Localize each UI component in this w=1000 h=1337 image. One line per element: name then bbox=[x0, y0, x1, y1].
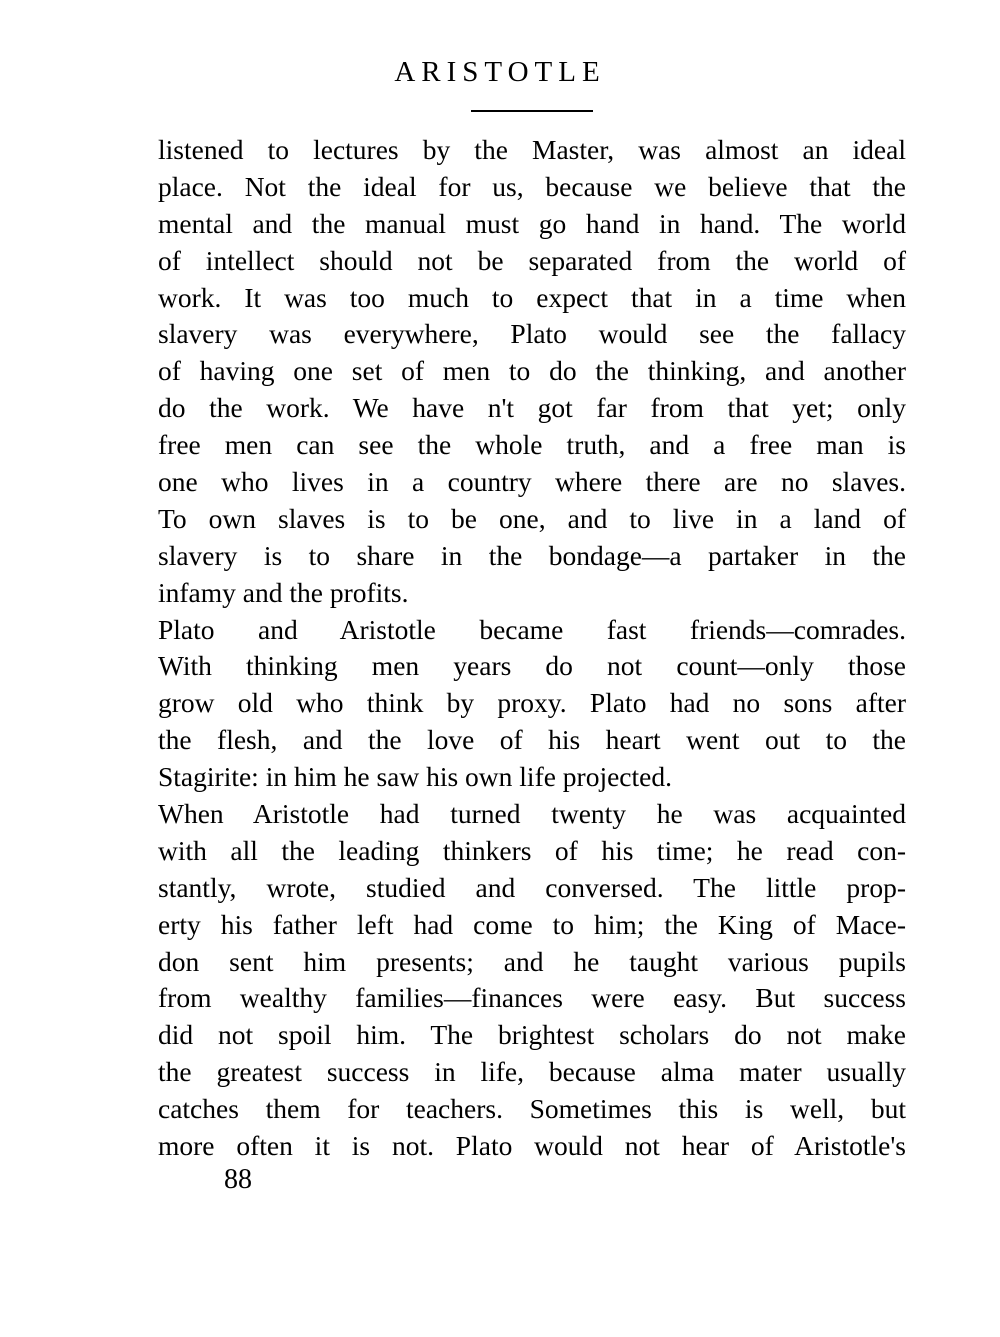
text-line: catches them for teachers. Sometimes this is well, but bbox=[158, 1093, 906, 1125]
text-line: with all the leading thinkers of his time; he read con- bbox=[158, 834, 906, 866]
body-text bbox=[158, 132, 906, 1165]
text-line: work. It was too much to expect that in a time when bbox=[158, 281, 906, 313]
text-line: Plato and Aristotle became fast friends—comrades. bbox=[158, 613, 906, 645]
text-line: erty his father left had come to him; the King of Mace- bbox=[158, 908, 906, 940]
text-line: stantly, wrote, studied and conversed. The little prop- bbox=[158, 871, 906, 903]
text-line: grow old who think by proxy. Plato had no sons after bbox=[158, 687, 906, 719]
text-line: do the work. We have n't got far from that yet; only bbox=[158, 392, 906, 424]
text-line: one who lives in a country where there are no slaves. bbox=[158, 466, 906, 498]
running-head: ARISTOTLE bbox=[394, 56, 606, 88]
text-line: of having one set of men to do the thinking, and another bbox=[158, 355, 906, 387]
text-line: When Aristotle had turned twenty he was acquainted bbox=[158, 798, 906, 830]
text-line: free men can see the whole truth, and a free man is bbox=[158, 429, 906, 461]
text-line: mental and the manual must go hand in hand. The world bbox=[158, 207, 906, 239]
text-line: With thinking men years do not count—only those bbox=[158, 650, 906, 682]
text-line: more often it is not. Plato would not hear of Aristotle's bbox=[158, 1130, 906, 1162]
text-line: infamy and the profits. bbox=[158, 576, 409, 608]
page-number: 88 bbox=[224, 1164, 252, 1195]
text-line: from wealthy families—finances were easy. But success bbox=[158, 982, 906, 1014]
text-line: slavery was everywhere, Plato would see the fallacy bbox=[158, 318, 906, 350]
text-line: place. Not the ideal for us, because we believe that the bbox=[158, 170, 906, 202]
text-line: of intellect should not be separated from the world of bbox=[158, 244, 906, 276]
text-line: did not spoil him. The brightest scholars do not make bbox=[158, 1019, 906, 1051]
text-line: To own slaves is to be one, and to live in a land of bbox=[158, 502, 906, 534]
header-rule bbox=[471, 110, 593, 112]
text-line: the flesh, and the love of his heart went out to the bbox=[158, 724, 906, 756]
text-line: don sent him presents; and he taught various pupils bbox=[158, 945, 906, 977]
text-line: slavery is to share in the bondage—a partaker in the bbox=[158, 539, 906, 571]
text-line: the greatest success in life, because alma mater usually bbox=[158, 1056, 906, 1088]
text-line: listened to lectures by the Master, was almost an ideal bbox=[158, 134, 906, 165]
text-line: Stagirite: in him he saw his own life projected. bbox=[158, 761, 672, 793]
